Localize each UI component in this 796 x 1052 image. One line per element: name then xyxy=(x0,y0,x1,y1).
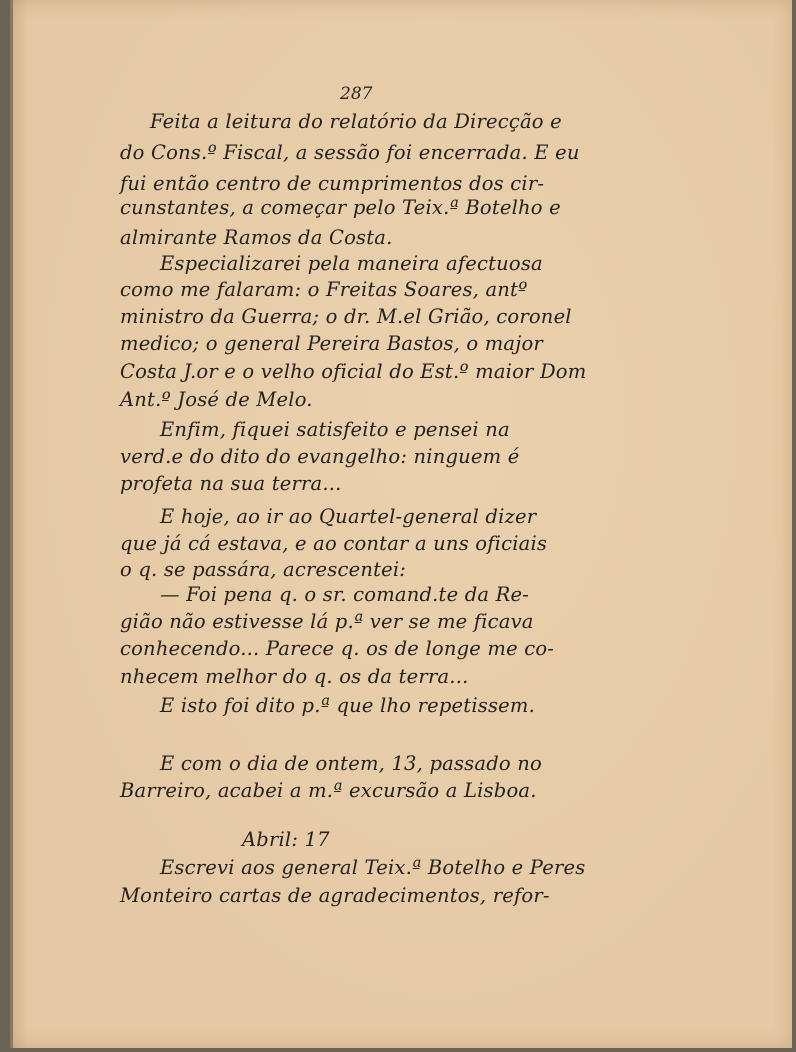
text-line: — Foi pena q. o sr. comand.te da Re- xyxy=(160,583,530,606)
page-fold-edge xyxy=(10,0,13,1048)
text-line: Escrevi aos general Teix.ª Botelho e Peres xyxy=(160,856,586,879)
text-line: do Cons.º Fiscal, a sessão foi encerrada. E eu xyxy=(120,141,580,164)
text-line: Feita a leitura do relatório da Direcção e xyxy=(150,110,562,133)
text-line: almirante Ramos da Costa. xyxy=(120,226,393,249)
page-number: 287 xyxy=(340,84,373,104)
text-line: cunstantes, a começar pelo Teix.ª Botelho e xyxy=(120,196,561,219)
text-line: conhecendo... Parece q. os de longe me co- xyxy=(120,637,555,660)
text-line: Enfim, fiquei satisfeito e pensei na xyxy=(160,418,510,441)
text-line: medico; o general Pereira Bastos, o major xyxy=(120,332,543,355)
text-line: Barreiro, acabei a m.ª excursão a Lisboa. xyxy=(120,779,537,802)
text-line: E isto foi dito p.ª que lho repetissem. xyxy=(160,694,535,717)
text-line: Monteiro cartas de agradecimentos, refor- xyxy=(120,884,550,907)
text-line: profeta na sua terra... xyxy=(120,472,342,495)
text-line: E com o dia de ontem, 13, passado no xyxy=(160,752,542,775)
text-line: nhecem melhor do q. os da terra... xyxy=(120,665,469,688)
text-line: como me falaram: o Freitas Soares, antº xyxy=(120,278,528,301)
text-line: que já cá estava, e ao contar a uns oficiais xyxy=(120,532,548,555)
date-heading: Abril: 17 xyxy=(242,828,330,851)
text-line: Especializarei pela maneira afectuosa xyxy=(160,252,543,275)
text-line: gião não estivesse lá p.ª ver se me ficava xyxy=(120,610,534,633)
text-line: o q. se passára, acrescentei: xyxy=(120,558,407,581)
text-line: fui então centro de cumprimentos dos cir- xyxy=(120,172,545,195)
text-line: ministro da Guerra; o dr. M.el Grião, coronel xyxy=(120,305,572,328)
text-line: E hoje, ao ir ao Quartel-general dizer xyxy=(160,505,537,528)
text-line: Ant.º José de Melo. xyxy=(120,388,313,411)
text-line: verd.e do dito do evangelho: ninguem é xyxy=(120,445,520,468)
text-line: Costa J.or e o velho oficial do Est.º maior Dom xyxy=(120,360,587,383)
